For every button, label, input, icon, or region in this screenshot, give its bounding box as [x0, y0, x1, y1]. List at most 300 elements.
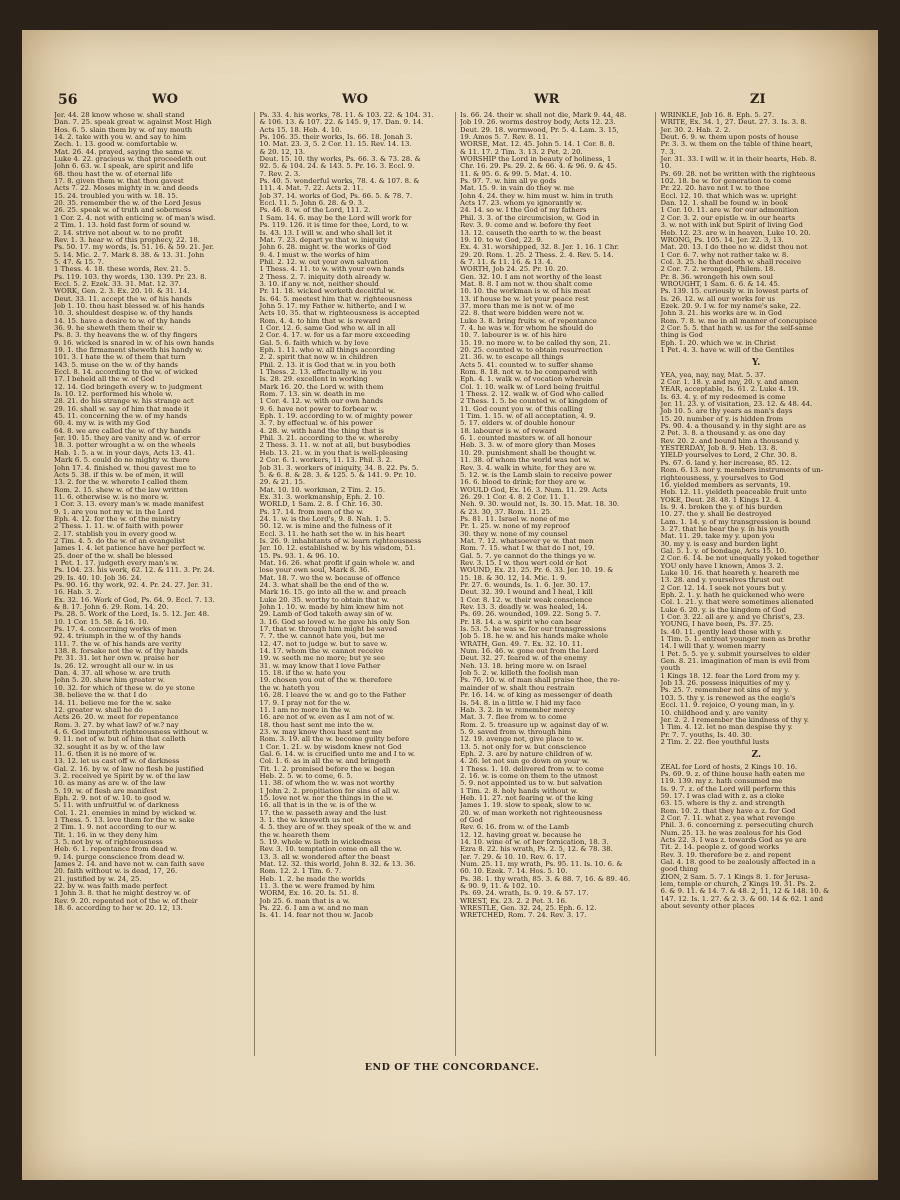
- concordance-entry: Is. 63. 4. y. of my redeemed is come: [660, 393, 786, 401]
- concordance-entry: 13. if house be w. let your peace rest: [459, 295, 589, 303]
- concordance-entry: Deut. 15. 10. thy works, Ps. 66. 3. & 73. 28. &: [259, 156, 421, 164]
- concordance-entry: 16. 28. I leave the w. and go to the Father: [259, 692, 406, 700]
- concordance-entry: Heb. 2. 5. w. to come, 6. 5.: [259, 772, 353, 780]
- concordance-entry: 37. more than me is not w. of me: [459, 302, 575, 310]
- concordance-entry: 11. I am no more in the w.: [259, 706, 351, 714]
- concordance-entry: Num. 25. 11. my wrath, Ps. 95. 11. Is. 10. 6. &: [459, 861, 623, 869]
- concordance-entry: WORLD, 1 Sam. 2. 8. 1 Chr. 16. 30.: [259, 501, 383, 509]
- concordance-entry: Gal. 5. 7. ye cannot do the things ye w.: [459, 552, 596, 560]
- concordance-entry: Mark 16. 15. go into all the w. and preach: [259, 589, 407, 597]
- concordance-entry: Ps. 40. 5. wonderful works, 78. 4. & 107. 8. &: [259, 178, 420, 186]
- concordance-entry: 29. & 21. 15.: [259, 479, 306, 487]
- concordance-entry: & 20. 12, 13.: [259, 148, 306, 156]
- concordance-entry: Is. 53. 5. he was w. for our transgressions: [459, 626, 607, 634]
- concordance-entry: Chr. 16. 29. Ps. 29. 2. & 66. 4. & 96. 9. & 45.: [459, 163, 617, 171]
- concordance-entry: 14. 11. believe me for the w. sake: [54, 699, 172, 707]
- concordance-entry: Mat. 15. 9. in vain do they w. me: [459, 185, 575, 193]
- concordance-entry: 10. 3. shouldest despise w. of thy hands: [54, 310, 193, 318]
- concordance-entry: 1 Pet. 5. 5. ye y. submit yourselves to elder: [660, 650, 811, 658]
- concordance-entry: YOKE, Deut. 28. 48. 1 Kings 12. 4.: [660, 496, 781, 504]
- concordance-entry: 13. 5. not only for w. but conscience: [459, 743, 587, 751]
- concordance-entry: 2 Thess. 1. 11. w. of faith with power: [54, 523, 183, 531]
- concordance-entry: 5. 14. Mic. 2. 7. Mark 8. 38. & 13. 31. John: [54, 251, 205, 259]
- concordance-entry: Num. 16. 46. w. gone out from the Lord: [459, 648, 599, 656]
- concordance-entry: Ps. 33. 4. his works, 78. 11. & 103. 22. & 104. 31.: [259, 112, 434, 119]
- concordance-entry: Col. 1. 6. as in all the w. and bringeth: [259, 758, 391, 766]
- concordance-entry: & 23. 30, 37. Rom. 11. 25.: [459, 508, 553, 516]
- concordance-entry: Neh. 9. 30. would not, Is. 30. 15. Mat. 18. 30.: [459, 501, 620, 509]
- concordance-entry: 10. 7. labourer is w. of his hire: [459, 332, 567, 340]
- concordance-entry: Deut. 6. 9. w. them upon posts of house: [660, 134, 799, 142]
- concordance-entry: 20. 35. remember the w. of the Lord Jesus: [54, 200, 202, 208]
- concordance-entry: Acts 7. 22. Moses mighty in w. and deeds: [54, 185, 199, 193]
- concordance-entry: Rev. 9. 20. repented not of the w. of their: [54, 897, 198, 905]
- concordance-entry: 11. 38. of whom the w. was not worthy: [259, 780, 395, 788]
- concordance-entry: 36. 9. he sheweth them their w.: [54, 324, 165, 332]
- concordance-entry: 28. 21. do his strange w. his strange act: [54, 398, 194, 406]
- concordance-entry: 147. 12. Is. 1. 27. & 2. 3. & 60. 14 & 62. 1 and: [660, 895, 824, 903]
- concordance-entry: 22. by w. was faith made perfect: [54, 883, 168, 891]
- concordance-entry: 2 Cor. 6. 1. workers, 11. 13. Phil. 3. 2.: [259, 457, 393, 465]
- concordance-entry: Mat. 10. 10. workman, 2 Tim. 2. 15.: [259, 486, 386, 494]
- concordance-entry: Gen. 8. 21. imagination of man is evil from: [660, 658, 810, 666]
- concordance-entry: 15. 18. & 30. 12, 14. Mic. 1. 9.: [459, 574, 567, 582]
- running-head-3: WR: [534, 92, 560, 107]
- concordance-entry: 11. 6. then it is no more of w.: [54, 750, 157, 758]
- concordance-entry: Ps. 139. 15. curiously w. in lowest parts of: [660, 288, 808, 296]
- concordance-entry: Jer. 2. 2. I remember the kindness of thy y.: [660, 716, 810, 724]
- concordance-entry: 3. 5. not by w. of righteousness: [54, 839, 163, 847]
- concordance-entry: Heb. 1. 2. he made the worlds: [259, 875, 365, 883]
- concordance-entry: 22. 8. that were bidden were not w.: [459, 310, 585, 318]
- concordance-entry: Col. 1. 21. enemies in mind by wicked w.: [54, 809, 197, 817]
- concordance-entry: 14. 15. have a desire to w. of thy hands: [54, 317, 191, 325]
- concordance-entry: Mat. 11. 29. take my y. upon you: [660, 533, 775, 541]
- concordance-entry: WRITE, Ex. 34. 1, 27. Deut. 27. 3. Is. 3. 8.: [660, 119, 807, 127]
- concordance-entry: Is. 54. 8. in a little w. I hid my face: [459, 699, 581, 707]
- concordance-entry: Gal. 5. 1. y. of bondage, Acts 15. 10.: [660, 547, 787, 555]
- concordance-entry: Gal. 6. 14. w. is crucified unto me and I to w.: [259, 750, 416, 758]
- concordance-entry: Rom. 8. 18. not w. to be compared with: [459, 369, 598, 377]
- concordance-entry: 29. Lamb of God taketh away sin of w.: [259, 611, 393, 619]
- concordance-entry: 9. 14. purge conscience from dead w.: [54, 853, 185, 861]
- concordance-entry: Pr. 22. 20. have not I w. to thee: [660, 185, 770, 193]
- concordance-entry: Is. 26. 12. w. all our works for us: [660, 295, 776, 303]
- concordance-entry: Ps. 76. 10. w. of man shall praise thee, the re-: [459, 677, 620, 685]
- concordance-entry: 5. 19. whole w. lieth in wickedness: [259, 839, 381, 847]
- concordance-entry: Jer. 11. 23. y. of visitation, 23. 12. & 48. 44.: [660, 401, 813, 409]
- concordance-entry: Job 1. 10. thou hast blessed w. of his hands: [54, 302, 205, 310]
- concordance-entry: WRESTLE, Gen. 32. 24, 25. Eph. 6. 12.: [459, 905, 597, 913]
- concordance-entry: Is. 9. 4. broken the y. of his burden: [660, 503, 783, 511]
- concordance-entry: Phil. 3. 3. of the circumcision, w. God in: [459, 214, 600, 222]
- concordance-entry: 2 Tim. 1. 9. not according to our w.: [54, 824, 177, 832]
- concordance-entry: 103. 5. thy y. is renewed as the eagle's: [660, 694, 796, 702]
- concordance-entry: 2 Tim. 1. 13. hold fast form of sound w.: [54, 222, 191, 230]
- concordance-entry: Eccl. 5. 2. Ezek. 33. 31. Mat. 12. 37.: [54, 280, 181, 288]
- concordance-entry: 1 Cor. 12. 6. same God who w. all in all: [259, 324, 396, 332]
- concordance-entry: WOUND, Ex. 21. 25. Pr. 6. 33. Jer. 10. 19. &: [459, 567, 614, 575]
- concordance-entry: Heb. 3. 3. w. of more glory than Moses: [459, 442, 596, 450]
- concordance-entry: 1 Thess. 5. 13. love them for the w. sake: [54, 817, 195, 824]
- concordance-entry: 7. 3.: [660, 148, 676, 156]
- concordance-entry: Rev. 20. 2. and bound him a thousand y.: [660, 437, 800, 445]
- concordance-entry: Acts 5. 38. if this w. be of men, it will: [54, 471, 184, 479]
- concordance-entry: 6. 1. counted masters w. of all honour: [459, 435, 592, 443]
- concordance-entry: 13. 12. let us cast off w. of darkness: [54, 758, 180, 766]
- concordance-entry: lem, temple or church, 2 Kings 19. 31. Ps. 2.: [660, 881, 817, 889]
- concordance-entry: 9. 11. not of w. but of him that calleth: [54, 736, 186, 744]
- concordance-entry: 10. childhood and y. are vanity: [660, 709, 768, 717]
- concordance-entry: 4. 28. w. with hand the thing that is: [259, 427, 384, 435]
- concordance-entry: Ps. 50. 17. my words, Is. 51. 16. & 59. 21. Jer.: [54, 244, 215, 252]
- concordance-entry: 1 Thess. 4. 18. these words, Rev. 21. 5.: [54, 266, 191, 274]
- concordance-entry: Pr. 1. 25. w. none of my reproof: [459, 523, 570, 531]
- concordance-entry: 18. thou hast sent me into the w.: [259, 721, 374, 729]
- concordance-entry: 2 Tim. 2. 22. flee youthful lusts: [660, 738, 770, 746]
- concordance-entry: Jer. 44. 28 know whose w. shall stand: [54, 112, 185, 119]
- concordance-entry: Ezek. 20. 9. I w. for my name's sake, 22.: [660, 302, 801, 310]
- concordance-entry: Heb. 12. 23. are w. in heaven, Luke 10. 20.: [660, 229, 811, 237]
- running-head-2: WO: [342, 92, 368, 107]
- concordance-entry: 29. 16. shall w. say of him that made it: [54, 405, 189, 413]
- concordance-entry: 17. that w. through him might be saved: [259, 626, 398, 634]
- concordance-entry: 143. 5. muse on the w. of thy hands: [54, 361, 178, 369]
- concordance-entry: the w. heareth them: [259, 831, 330, 839]
- concordance-entry: Acts 10. 35. that w. righteousness is accepted: [259, 310, 420, 318]
- concordance-entry: 4. 5. they are of w. they speak of the w. and: [259, 824, 412, 832]
- concordance-entry: 17. the w. passeth away and the lust: [259, 809, 387, 817]
- concordance-entry: Col. 1. 21. y. that were sometimes alienated: [660, 599, 814, 607]
- concordance-entry: 30. they w. none of my counsel: [459, 530, 568, 538]
- concordance-entry: Ps. 17. 14. from men of the w.: [259, 508, 364, 516]
- concordance-entry: Mat. 16. 26. what profit if gain whole w. and: [259, 559, 415, 567]
- concordance-entry: 2 Thess. 1. 5. be counted w. of kingdom of: [459, 398, 608, 406]
- concordance-entry: Dan. 12. 1. shall be found w. in book: [660, 200, 788, 208]
- concordance-entry: Luke 6. 20. y. is the kingdom of God: [660, 606, 787, 614]
- concordance-entry: YOU only have I known, Amos 3. 2.: [660, 562, 784, 570]
- concordance-entry: 59. 17. I was clad with z. as a cloke: [660, 792, 785, 800]
- concordance-entry: 24. 1. w. is the Lord's, 9. 8. Nah. 1. 5.: [259, 515, 391, 523]
- concordance-entry: 3. 10. if any w. not, neither should: [259, 280, 379, 288]
- concordance-entry: 1 Kings 18. 12. fear the Lord from my y.: [660, 672, 801, 680]
- concordance-entry: 2 Tim. 4. 5. do the w. of an evangelist: [54, 537, 185, 545]
- concordance-entry: Mat. 20. 13. I do thee no w. didst thou not: [660, 244, 808, 252]
- concordance-entry: 9. 4. I must w. the works of him: [259, 251, 370, 259]
- concordance-entry: 19. 10. to w. God, 22. 9.: [459, 236, 544, 244]
- concordance-entry: Eccl. 8. 14. according to the w. of wicked: [54, 369, 198, 377]
- concordance-entry: 19. 1. the firmament sheweth his handy w.: [54, 347, 203, 354]
- concordance-entry: 5. 9. not appointed us to w. but salvation: [459, 780, 603, 788]
- concordance-entry: Jer. 30. 2. Hab. 2. 2.: [660, 126, 731, 134]
- concordance-entry: 20. faith without w. is dead, 17, 26.: [54, 868, 178, 876]
- concordance-entry: Ps. 69. 26. wounded, 109. 22. Song 5. 7.: [459, 611, 601, 619]
- concordance-entry: Job 5. 2. w. killeth the foolish man: [459, 670, 579, 678]
- concordance-entry: Ps. 46. 8. w. of the Lord, 111. 2.: [259, 207, 371, 215]
- concordance-entry: Is. 28. 29. excellent in working: [259, 376, 368, 384]
- concordance-entry: Ezra 8. 22. his wrath, Ps. 2. 5, 12. & 78. 38.: [459, 846, 613, 854]
- concordance-entry: Luke 20. 35. worthy to obtain that w.: [259, 596, 389, 604]
- concordance-entry: YESTERDAY, Job 8. 9. Heb. 13. 8.: [660, 445, 778, 453]
- page-number: 56: [58, 92, 78, 108]
- concordance-entry: YOUNG, I have been, Ps. 37. 25.: [660, 621, 774, 629]
- concordance-entry: 11. & 95. 6. & 99. 5. Mat. 4. 10.: [459, 170, 572, 178]
- concordance-entry: 9. 1. are you not my w. in the Lord: [54, 508, 175, 516]
- concordance-entry: 1 Tim. 5. 1. entreat younger men as brethr: [660, 636, 811, 644]
- concordance-entry: Pr. 16. 14. w. of king as messenger of death: [459, 692, 613, 700]
- concordance-entry: 1 Cor. 6. 7. why not rather take w. 8.: [660, 251, 789, 259]
- concordance-entry: 15. 19. no more w. to be called thy son, 21.: [459, 339, 611, 347]
- concordance-entry: 24. 3. what shall be the end of the w.: [259, 582, 389, 589]
- concordance-entry: 101. 3. I hate the w. of them that turn: [54, 354, 186, 362]
- concordance-entry: Ps. 8. 3. thy heavens the w. of thy fingers: [54, 332, 198, 340]
- concordance-entry: 1 Thess. 1. 10. delivered from w. to come: [459, 765, 604, 773]
- concordance-entry: 10. 27. the y. shall be destroyed: [660, 511, 772, 519]
- concordance-entry: 3. w. not with ink but Spirit of living God: [660, 222, 803, 230]
- concordance-entry: 19. w. seeth me no more; but ye see: [259, 655, 385, 663]
- concordance-entry: 17. I beheld all the w. of God: [54, 376, 155, 384]
- concordance-entry: 9. 6. have not power to forbear w.: [259, 405, 378, 413]
- concordance-entry: & 106. 13. & 107. 22. & 145. 9, 17. Dan. 9. 14.: [259, 119, 424, 127]
- concordance-entry: Eph. 1. 11. who w. all things according: [259, 347, 396, 354]
- concordance-entry: 13. 3. all w. wondered after the beast: [259, 853, 390, 861]
- concordance-entry: Job 10. 5. are thy years as man's days: [660, 408, 793, 416]
- concordance-entry: 14. 2. take with you w. and say to him: [54, 134, 187, 142]
- concordance-entry: Ps. 17. 4. concerning works of men: [54, 626, 177, 634]
- concordance-entry: WORTH, Job 24. 25. Pr. 10. 20.: [459, 266, 569, 274]
- concordance-entry: 1 Cor. 3. 22. all are y. and ye Christ's, 23.: [660, 614, 805, 622]
- concordance-entry: Gal. 2. 16. by w. of law no flesh be justified: [54, 765, 204, 773]
- concordance-entry: 12. 12. having great w. because he: [459, 831, 582, 839]
- concordance-entry: 9. 16. wicked is snared in w. of his own hands: [54, 339, 214, 347]
- concordance-entry: John 4. 24. they w. him must w. him in truth: [459, 192, 613, 200]
- concordance-entry: 2. 17. stablish you in every good w.: [54, 530, 177, 538]
- concordance-entry: 17. 8. given them w. that thou gavest: [54, 178, 184, 186]
- concordance-entry: 26. 25. speak w. of truth and soberness: [54, 207, 192, 215]
- concordance-entry: 68. thou hast the w. of eternal life: [54, 170, 173, 178]
- concordance-entry: Eccl. 12. 10. that which was w. upright: [660, 192, 797, 200]
- concordance-entry: 1 Pet. 4. 3. have w. will of the Gentiles: [660, 347, 795, 354]
- concordance-entry: 20. 25. counted w. to obtain resurrection: [459, 347, 603, 354]
- concordance-entry: 2 Cor. 4. 17. w. for us a far more exceeding: [259, 332, 411, 340]
- section-letter: Y.: [752, 358, 761, 369]
- concordance-entry: Rev. 3. 19. therefore be z. and repent: [660, 851, 791, 859]
- concordance-entry: John 5. 17. my Father w. hitherto, and I w.: [259, 302, 407, 310]
- concordance-entry: Ps. 119. 126. it is time for thee, Lord, to w.: [259, 222, 409, 230]
- concordance-entry: 1 Thess. 2. 13. effectually w. in you: [259, 369, 382, 377]
- concordance-entry: 12. 14. God bringeth every w. to judgment: [54, 383, 202, 391]
- concordance-entry: 1 John 2. 2. propitiation for sins of all w.: [259, 787, 400, 795]
- concordance-entry: Eph. 4. 12. for the w. of the ministry: [54, 515, 181, 523]
- concordance-entry: Eph. 1. 20. which we w. in Christ: [660, 339, 776, 347]
- concordance-entry: Ex. 31. 3. workmanship, Eph. 2. 10.: [259, 493, 385, 501]
- concordance-entry: Ps. 22. 6. I am a w. and no man: [259, 905, 369, 913]
- concordance-entry: Eph. 2. 1. y. hath he quickened who were: [660, 592, 805, 599]
- concordance-entry: Pr. 31. 31. let her own w. praise her: [54, 655, 179, 663]
- concordance-entry: Hab. 1. 5. a w. in your days, Acts 13. 41.: [54, 449, 195, 457]
- concordance-entry: 18. 3. potter wrought a w. on the wheels: [54, 442, 196, 450]
- concordance-entry: thing is God: [660, 332, 703, 340]
- concordance-entry: Is. 41. 14. fear not thou w. Jacob: [259, 912, 373, 920]
- concordance-entry: & 8. 17. John 6. 29. Rom. 14. 20.: [54, 604, 169, 612]
- concordance-entry: John 6. 63. w. I speak, are spirit and life: [54, 163, 194, 171]
- concordance-entry: 3. 7. by effectual w. of his power: [259, 420, 373, 428]
- concordance-entry: Jer. 31. 33. I will w. it in their hearts, Heb. 8.: [660, 156, 817, 164]
- concordance-entry: Col. 3. 25. he that doeth w. shall receive: [660, 258, 802, 266]
- concordance-entry: 10. as many as are w. of the law: [54, 780, 166, 788]
- concordance-entry: 2 Cor. 1. 18. y. and nay, 20. y. and amen: [660, 379, 799, 387]
- concordance-entry: 31. w. may know that I love Father: [259, 662, 381, 670]
- concordance-entry: Eph. 1. 19. according to w. of mighty power: [259, 413, 413, 421]
- concordance-entry: good thing: [660, 866, 699, 874]
- concordance-entry: Rev. 3. 15. I w. thou wert cold or hot: [459, 559, 587, 567]
- concordance-entry: 12. 19. avenge not, give place to w.: [459, 736, 584, 744]
- concordance-entry: 4. 26. let not sun go down on your w.: [459, 758, 590, 766]
- concordance-entry: Acts 17. 23. whom ye ignorantly w.: [459, 200, 583, 208]
- concordance-entry: 18. labourer is w. of reward: [459, 427, 557, 435]
- concordance-entry: Ps. 38. 1. thy wrath, 85. 3. & 88. 7, 16. & 89. 46.: [459, 875, 631, 883]
- concordance-entry: 15. 20. number of y. is hidden from: [660, 415, 784, 423]
- concordance-entry: 60. 4. my w. is with my God: [54, 420, 151, 428]
- concordance-entry: Neh. 13. 18. bring more w. on Israel: [459, 662, 587, 670]
- concordance-entry: Rev. 3. 4. walk in white, for they are w.: [459, 464, 596, 472]
- concordance-page: [22, 30, 878, 1180]
- concordance-entry: Job 37. 14. works of God, Ps. 66. 5. & 78. 7.: [259, 192, 413, 200]
- concordance-entry: 15. Ps. 93. 1. & 96. 10.: [259, 552, 340, 560]
- concordance-entry: Job 25. 6. man that is a w.: [259, 897, 350, 905]
- concordance-entry: Is. 66. 24. their w. shall not die, Mark 9. 44, 48.: [459, 112, 627, 119]
- concordance-entry: 111. 7. the w. of his hands are verity: [54, 640, 182, 648]
- concordance-entry: of God: [459, 817, 483, 824]
- concordance-entry: about seventy other places: [660, 903, 755, 911]
- concordance-entry: Rom. 7. 13. sin w. death in me: [259, 391, 365, 399]
- concordance-entry: Heb. 11. 27. not fearing w. of the king: [459, 794, 594, 802]
- concordance-entry: 1 Thess. 2. 12. walk w. of God who called: [459, 391, 604, 399]
- concordance-entry: Luke 10. 16. that heareth y. heareth me: [660, 569, 800, 577]
- concordance-entry: 64. 8. we are called the w. of thy hands: [54, 427, 191, 435]
- column-1: [54, 112, 250, 1056]
- concordance-entry: Eph. 4. 1. walk w. of vocation wherein: [459, 376, 593, 384]
- concordance-entry: WORM, Ex. 16. 20. Is. 51. 8.: [259, 890, 359, 898]
- concordance-entry: Tit. 1. 16. in w. they deny him: [54, 831, 158, 839]
- concordance-entry: Ps. 104. 23. his work, 62. 12. & 111. 3. Pr. 24.: [54, 567, 215, 575]
- concordance-entry: Luke 4. 22. gracious w. that proceedeth out: [54, 156, 207, 164]
- concordance-entry: righteousness, y. yourselves to God: [660, 474, 784, 482]
- running-head-4: ZI: [750, 92, 766, 107]
- concordance-entry: youth: [660, 665, 681, 673]
- concordance-entry: Mat. 7. 23. depart ye that w. iniquity: [259, 236, 388, 244]
- concordance-entry: Is. 64. 5. meetest him that w. righteousness: [259, 295, 413, 303]
- concordance-entry: 7. 4. he was w. for whom he should do: [459, 324, 594, 332]
- concordance-entry: Mat. 18. 7. wo the w. because of offence: [259, 574, 400, 582]
- concordance-entry: Pr. 18. 14. a w. spirit who can bear: [459, 618, 582, 626]
- concordance-entry: Tit. 2. 14. people z. of good works: [660, 844, 780, 852]
- concordance-entry: Hab. 3. 2. in w. remember mercy: [459, 706, 575, 714]
- concordance-entry: Rom. 12. 2. 1 Tim. 6. 7.: [259, 868, 342, 876]
- concordance-entry: 19. chosen you out of the w. therefore: [259, 677, 393, 685]
- concordance-entry: Deut. 33. 11. accept the w. of his hands: [54, 295, 192, 303]
- concordance-entry: Rom. 10. 2. that they have a z. for God: [660, 807, 796, 815]
- concordance-entry: 2 Thess. 3. 11. w. not at all, but busybodies: [259, 442, 411, 450]
- concordance-entry: James 1. 4. let patience have her perfect w.: [54, 545, 206, 553]
- concordance-entry: WORSHIP the Lord in beauty of holiness, 1: [459, 156, 612, 164]
- concordance-entry: Mat. 8. 8. I am not w. thou shalt come: [459, 280, 593, 288]
- concordance-entry: Acts 15. 18. Heb. 4. 10.: [259, 126, 342, 134]
- concordance-entry: 13. 28. and y. yourselves thrust out: [660, 577, 784, 585]
- concordance-entry: Phil. 2. 12. w. out your own salvation: [259, 258, 389, 266]
- column-3: [455, 112, 652, 1056]
- concordance-entry: 3. 2. received ye Spirit by w. of the law: [54, 772, 191, 780]
- concordance-entry: Ps. 69. 9. z. of thine house hath eaten me: [660, 770, 805, 778]
- concordance-entry: WORSE, Mat. 12. 45. John 5. 14. 1 Cor. 8. 8.: [459, 141, 615, 149]
- concordance-entry: 16. 6. blood to drink; for they are w.: [459, 479, 587, 487]
- concordance-entry: 15. 18. if the w. hate you: [259, 670, 346, 678]
- concordance-entry: Rom. 6. 13. nor y. members instruments of un-: [660, 467, 824, 475]
- concordance-entry: Rev. 6. 16. from w. of the Lamb: [459, 824, 569, 832]
- concordance-entry: mainder of w. shalt thou restrain: [459, 684, 575, 692]
- concordance-entry: 13. 2. for the w. whereto I called them: [54, 479, 188, 487]
- concordance-entry: 10. 32. for which of these w. do ye stone: [54, 684, 195, 692]
- concordance-entry: Ps. 90. 4. a thousand y. in thy sight are as: [660, 423, 806, 431]
- concordance-entry: 10.: [660, 163, 672, 171]
- concordance-entry: 23. w. may know thou hast sent me: [259, 728, 383, 736]
- concordance-entry: 19. Amos 5. 7. Rev. 8. 11.: [459, 134, 549, 142]
- concordance-entry: Ps. 106. 35. their works, Is. 66. 18. Jonah 3.: [259, 134, 413, 142]
- concordance-entry: Pr. 8. 36. wrongeth his own soul: [660, 273, 773, 281]
- concordance-entry: 1 Tim. 4. 12. let no man despise thy y.: [660, 724, 793, 732]
- concordance-entry: Deut. 32. 39. I wound and I heal, I kill: [459, 589, 593, 597]
- concordance-entry: Phil. 2. 13. it is God that w. in you both: [259, 361, 396, 369]
- concordance-entry: 7. 7. the w. cannot hate you, but me: [259, 633, 385, 641]
- concordance-entry: Ps. 90. 16. thy work, 92. 4. Pr. 24. 27. Jer. 31.: [54, 582, 213, 589]
- concordance-entry: 10. 29. punishment shall be thought w.: [459, 449, 596, 457]
- concordance-entry: & 90. 9, 11. & 102. 10.: [459, 883, 541, 891]
- column-2: [254, 112, 451, 1056]
- concordance-entry: 138. 8. forsake not the w. of thy hands: [54, 648, 188, 656]
- concordance-entry: John 5. 20. shew him greater w.: [54, 677, 165, 685]
- concordance-entry: Mat. 3. 7. flee from w. to come: [459, 714, 567, 722]
- concordance-entry: ZEAL for Lord of hosts, 2 Kings 10. 16.: [660, 763, 798, 771]
- concordance-entry: 14. 17. whom the w. cannot receive: [259, 648, 384, 656]
- concordance-entry: 25. doer of the w. shall be blessed: [54, 552, 173, 560]
- concordance-entry: Jer. 10. 15. they are vanity and w. of error: [54, 435, 201, 443]
- concordance-entry: Mat. 12. 32. this world, John 8. 32. & 13. 36.: [259, 861, 416, 869]
- concordance-entry: John 1. 10. w. made by him knew him not: [259, 604, 404, 612]
- concordance-entry: Ps. 28. 5. Work of the Lord, Is. 5. 12. Jer. 48.: [54, 611, 210, 619]
- concordance-entry: Tit. 1. 2. promised before the w. began: [259, 765, 395, 773]
- concordance-entry: Job 31. 3. workers of iniquity, 34. 8. 22. Ps. 5.: [259, 464, 419, 472]
- concordance-entry: Phil. 3. 21. according to the w. whereby: [259, 435, 399, 443]
- concordance-entry: Rev. 3. 10. temptation come on all the w.: [259, 846, 402, 854]
- concordance-entry: Deut. 29. 18. wormwood, Pr. 5. 4. Lam. 3. 15,: [459, 126, 619, 134]
- concordance-entry: 1 Sam. 14. 6. may be the Lord will work for: [259, 214, 412, 222]
- concordance-entry: 2 Pet. 3. 8. a thousand y. as one day: [660, 430, 786, 438]
- concordance-entry: 3. 16. God so loved w. he gave his only Son: [259, 618, 410, 626]
- concordance-entry: 2 Cor. 6. 14. be not unequally yoked together: [660, 555, 819, 563]
- concordance-entry: Job 5. 18. he w. and his hands make whole: [459, 633, 609, 641]
- concordance-entry: 11. God count you w. of this calling: [459, 405, 583, 413]
- concordance-entry: WRINKLE, Job 16. 8. Eph. 5. 27.: [660, 112, 775, 119]
- concordance-entry: 15. love not w. nor the things in the w.: [259, 794, 394, 802]
- concordance-entry: Is. 10. 12. performed his whole w.: [54, 391, 173, 399]
- concordance-entry: WREST, Ex. 23. 2. 2 Pet. 3. 16.: [459, 897, 568, 905]
- column-4: [655, 112, 852, 1056]
- concordance-entry: ZION, 2 Sam. 5. 7. 1 Kings 8. 1. for Jerusa-: [660, 873, 811, 881]
- concordance-entry: Rom. 3. 19. all the w. become guilty before: [259, 736, 410, 744]
- concordance-entry: 1 Tim. 2. 8. holy hands without w.: [459, 787, 578, 795]
- concordance-entry: 24. 14. so w. I the God of my fathers: [459, 207, 587, 215]
- concordance-entry: 21. 36. w. to escape all things: [459, 354, 564, 362]
